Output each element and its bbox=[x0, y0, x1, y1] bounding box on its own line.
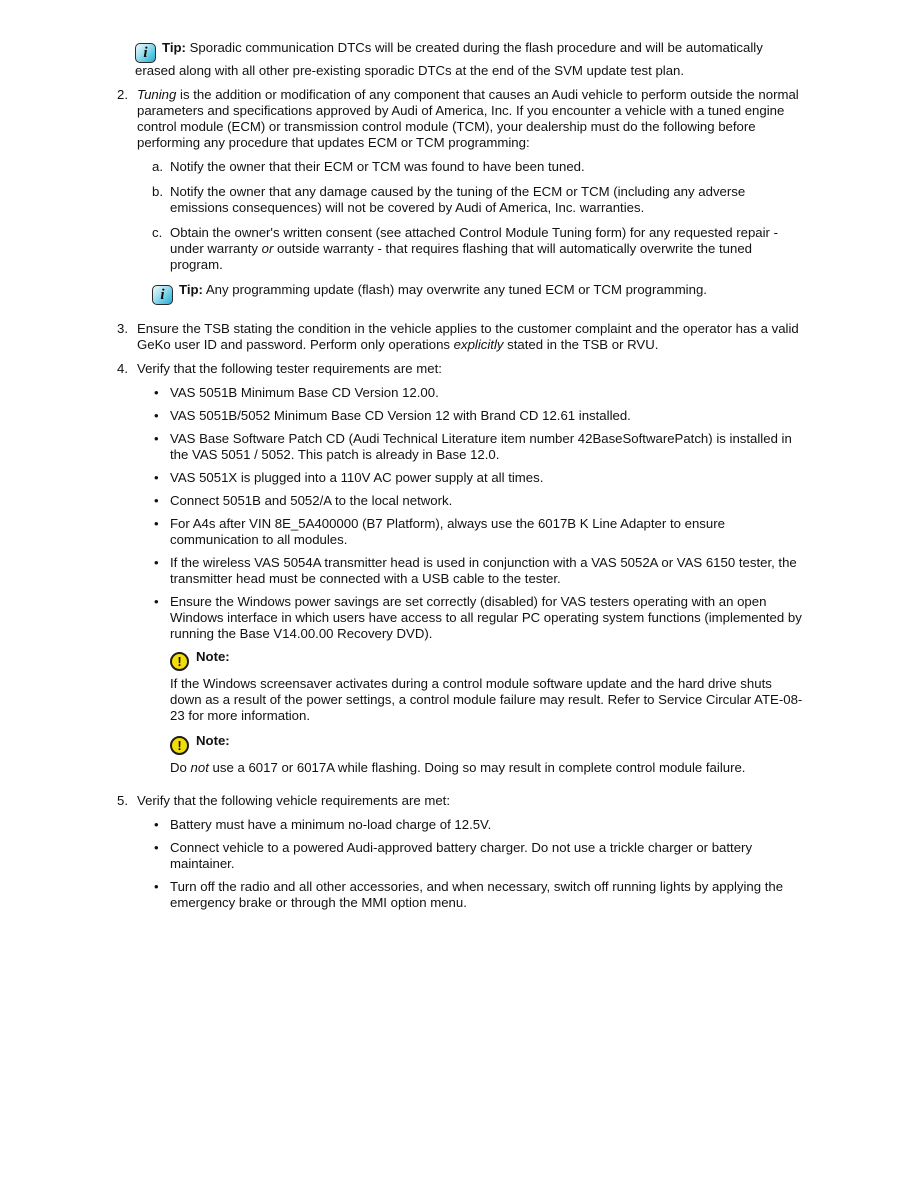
bullet-text: Connect vehicle to a powered Audi-approved battery charger. Do not use a trickle charger or battery maintainer. bbox=[170, 840, 753, 871]
item-3-text bbox=[137, 321, 805, 353]
warning-icon bbox=[170, 736, 189, 755]
warning-icon bbox=[170, 652, 189, 671]
note-header bbox=[170, 649, 805, 671]
note-text-part: use a 6017 or 6017A while flashing. Doing so may result in complete control module failure. bbox=[208, 760, 746, 775]
bullet-item bbox=[154, 470, 805, 486]
bullet-item bbox=[154, 840, 805, 872]
bullet-text: Battery must have a minimum no-load charge of 12.5V. bbox=[170, 817, 492, 832]
item-number: 3. bbox=[117, 321, 128, 336]
note-callout-1 bbox=[170, 649, 805, 724]
bullet-text: Turn off the radio and all other accessories, and when necessary, switch off running lights by applying the emergency brake or through the MMI option menu. bbox=[170, 879, 784, 910]
info-glyph: i bbox=[143, 45, 148, 61]
tip-text: Sporadic communication DTCs will be created during the flash procedure and will be automatically erased along with all other pre-existing sporadic DTCs at the end of the SVM update test plan. bbox=[135, 40, 763, 78]
bullet-glyph: • bbox=[154, 470, 159, 485]
bullet-glyph: • bbox=[154, 431, 159, 446]
bullet-glyph: • bbox=[154, 408, 159, 423]
tip-text: Any programming update (flash) may overwrite any tuned ECM or TCM programming. bbox=[205, 282, 707, 297]
bullet-glyph: • bbox=[154, 879, 159, 894]
tip-label: Tip: bbox=[162, 40, 186, 55]
bullet-text: VAS 5051X is plugged into a 110V AC power supply at all times. bbox=[170, 470, 544, 485]
numbered-item-2 bbox=[117, 87, 805, 313]
item-number: 4. bbox=[117, 361, 128, 376]
item-letter: c. bbox=[152, 225, 163, 240]
bullet-item bbox=[154, 594, 805, 642]
bullet-text: For A4s after VIN 8E_5A400000 (B7 Platform), always use the 6017B K Line Adapter to ensure communication to all modules. bbox=[170, 516, 725, 547]
item-body bbox=[137, 361, 805, 785]
tip-callout-1 bbox=[135, 40, 805, 79]
italic-term: explicitly bbox=[453, 337, 504, 352]
bullet-item bbox=[154, 408, 805, 424]
bullet-item bbox=[154, 817, 805, 833]
tip-label: Tip: bbox=[179, 282, 203, 297]
item-2-text bbox=[137, 87, 805, 151]
bullet-item bbox=[154, 516, 805, 548]
tip-callout-2 bbox=[152, 282, 805, 305]
item-4-text: Verify that the following tester requirements are met: bbox=[137, 361, 442, 376]
item-number: 2. bbox=[117, 87, 128, 102]
bullet-text: VAS 5051B Minimum Base CD Version 12.00. bbox=[170, 385, 439, 400]
bullet-glyph: • bbox=[154, 385, 159, 400]
numbered-item-4 bbox=[117, 361, 805, 785]
lettered-item-text: Notify the owner that their ECM or TCM was found to have been tuned. bbox=[170, 159, 585, 174]
note-text bbox=[170, 760, 805, 776]
lettered-item-b bbox=[152, 184, 805, 216]
item-letter: a. bbox=[152, 159, 163, 174]
info-glyph: i bbox=[160, 287, 165, 303]
bullet-glyph: • bbox=[154, 493, 159, 508]
bullet-text: VAS Base Software Patch CD (Audi Technical Literature item number 42BaseSoftwarePatch) is installed in the VAS 5051 / 5052. This patch is already in Base 12.0. bbox=[170, 431, 792, 462]
item-text: stated in the TSB or RVU. bbox=[503, 337, 659, 352]
item-letter: b. bbox=[152, 184, 163, 199]
item-text: is the addition or modification of any component that causes an Audi vehicle to perform outside the normal parameters and specifications approved by Audi of America, Inc. If you encounter a vehicle with a tuned engine control module (ECM) or transmission control module (TCM), your dealership must do the following before performing any procedure that updates ECM or TCM programming: bbox=[137, 87, 799, 150]
item-body bbox=[137, 793, 805, 918]
italic-term: not bbox=[190, 760, 209, 775]
numbered-item-5 bbox=[117, 793, 805, 918]
bullet-item bbox=[154, 879, 805, 911]
bullet-glyph: • bbox=[154, 516, 159, 531]
tip-icon bbox=[135, 43, 156, 63]
note-text: If the Windows screensaver activates during a control module software update and the hard drive shuts down as a result of the power settings, a control module failure may result. Refer to Service Circular ATE-08-23 for more information. bbox=[170, 676, 803, 723]
bullet-glyph: • bbox=[154, 555, 159, 570]
item-text: outside warranty - that requires flashing that will automatically overwrite the tuned program. bbox=[170, 241, 753, 272]
note-label: Note: bbox=[196, 649, 230, 664]
italic-term: or bbox=[261, 241, 274, 256]
bullet-glyph: • bbox=[154, 840, 159, 855]
item-text: Ensure the TSB stating the condition in the vehicle applies to the customer complaint and the operator has a valid GeKo user ID and password. Perform only operations bbox=[137, 321, 799, 352]
bullet-item bbox=[154, 431, 805, 463]
note-callout-2 bbox=[170, 733, 805, 776]
numbered-item-3 bbox=[117, 321, 805, 353]
bullet-glyph: • bbox=[154, 817, 159, 832]
bullet-text: Ensure the Windows power savings are set correctly (disabled) for VAS testers operating with an open Windows interface in which users have access to all regular PC operating system functions (implemented by running the Base V14.00.00 Recovery DVD). bbox=[170, 594, 802, 641]
lettered-item-text bbox=[170, 225, 805, 273]
item-text: Obtain the owner's written consent (see attached Control Module Tuning form) for any requested repair - under warranty bbox=[170, 225, 778, 256]
item-5-text: Verify that the following vehicle requirements are met: bbox=[137, 793, 450, 808]
tip-icon bbox=[152, 285, 173, 305]
italic-term: Tuning bbox=[137, 87, 177, 102]
note-text-part: Do bbox=[170, 760, 191, 775]
bullet-glyph: • bbox=[154, 594, 159, 609]
exclamation-glyph: ! bbox=[177, 654, 182, 669]
item-number: 5. bbox=[117, 793, 128, 808]
bullet-item bbox=[154, 555, 805, 587]
note-label: Note: bbox=[196, 733, 230, 748]
note-header bbox=[170, 733, 805, 755]
lettered-item-text: Notify the owner that any damage caused by the tuning of the ECM or TCM (including any adverse emissions consequences) will not be covered by Audi of America, Inc. warranties. bbox=[170, 184, 746, 215]
bullet-item bbox=[154, 385, 805, 401]
bullet-text: If the wireless VAS 5054A transmitter head is used in conjunction with a VAS 5052A or VAS 6150 tester, the transmitter head must be connected with a USB cable to the tester. bbox=[170, 555, 797, 586]
item-body bbox=[137, 87, 805, 313]
bullet-text: VAS 5051B/5052 Minimum Base CD Version 12 with Brand CD 12.61 installed. bbox=[170, 408, 631, 423]
lettered-item-a bbox=[152, 159, 805, 175]
exclamation-glyph: ! bbox=[177, 738, 182, 753]
lettered-item-c bbox=[152, 225, 805, 273]
bullet-text: Connect 5051B and 5052/A to the local network. bbox=[170, 493, 453, 508]
bullet-item bbox=[154, 493, 805, 509]
